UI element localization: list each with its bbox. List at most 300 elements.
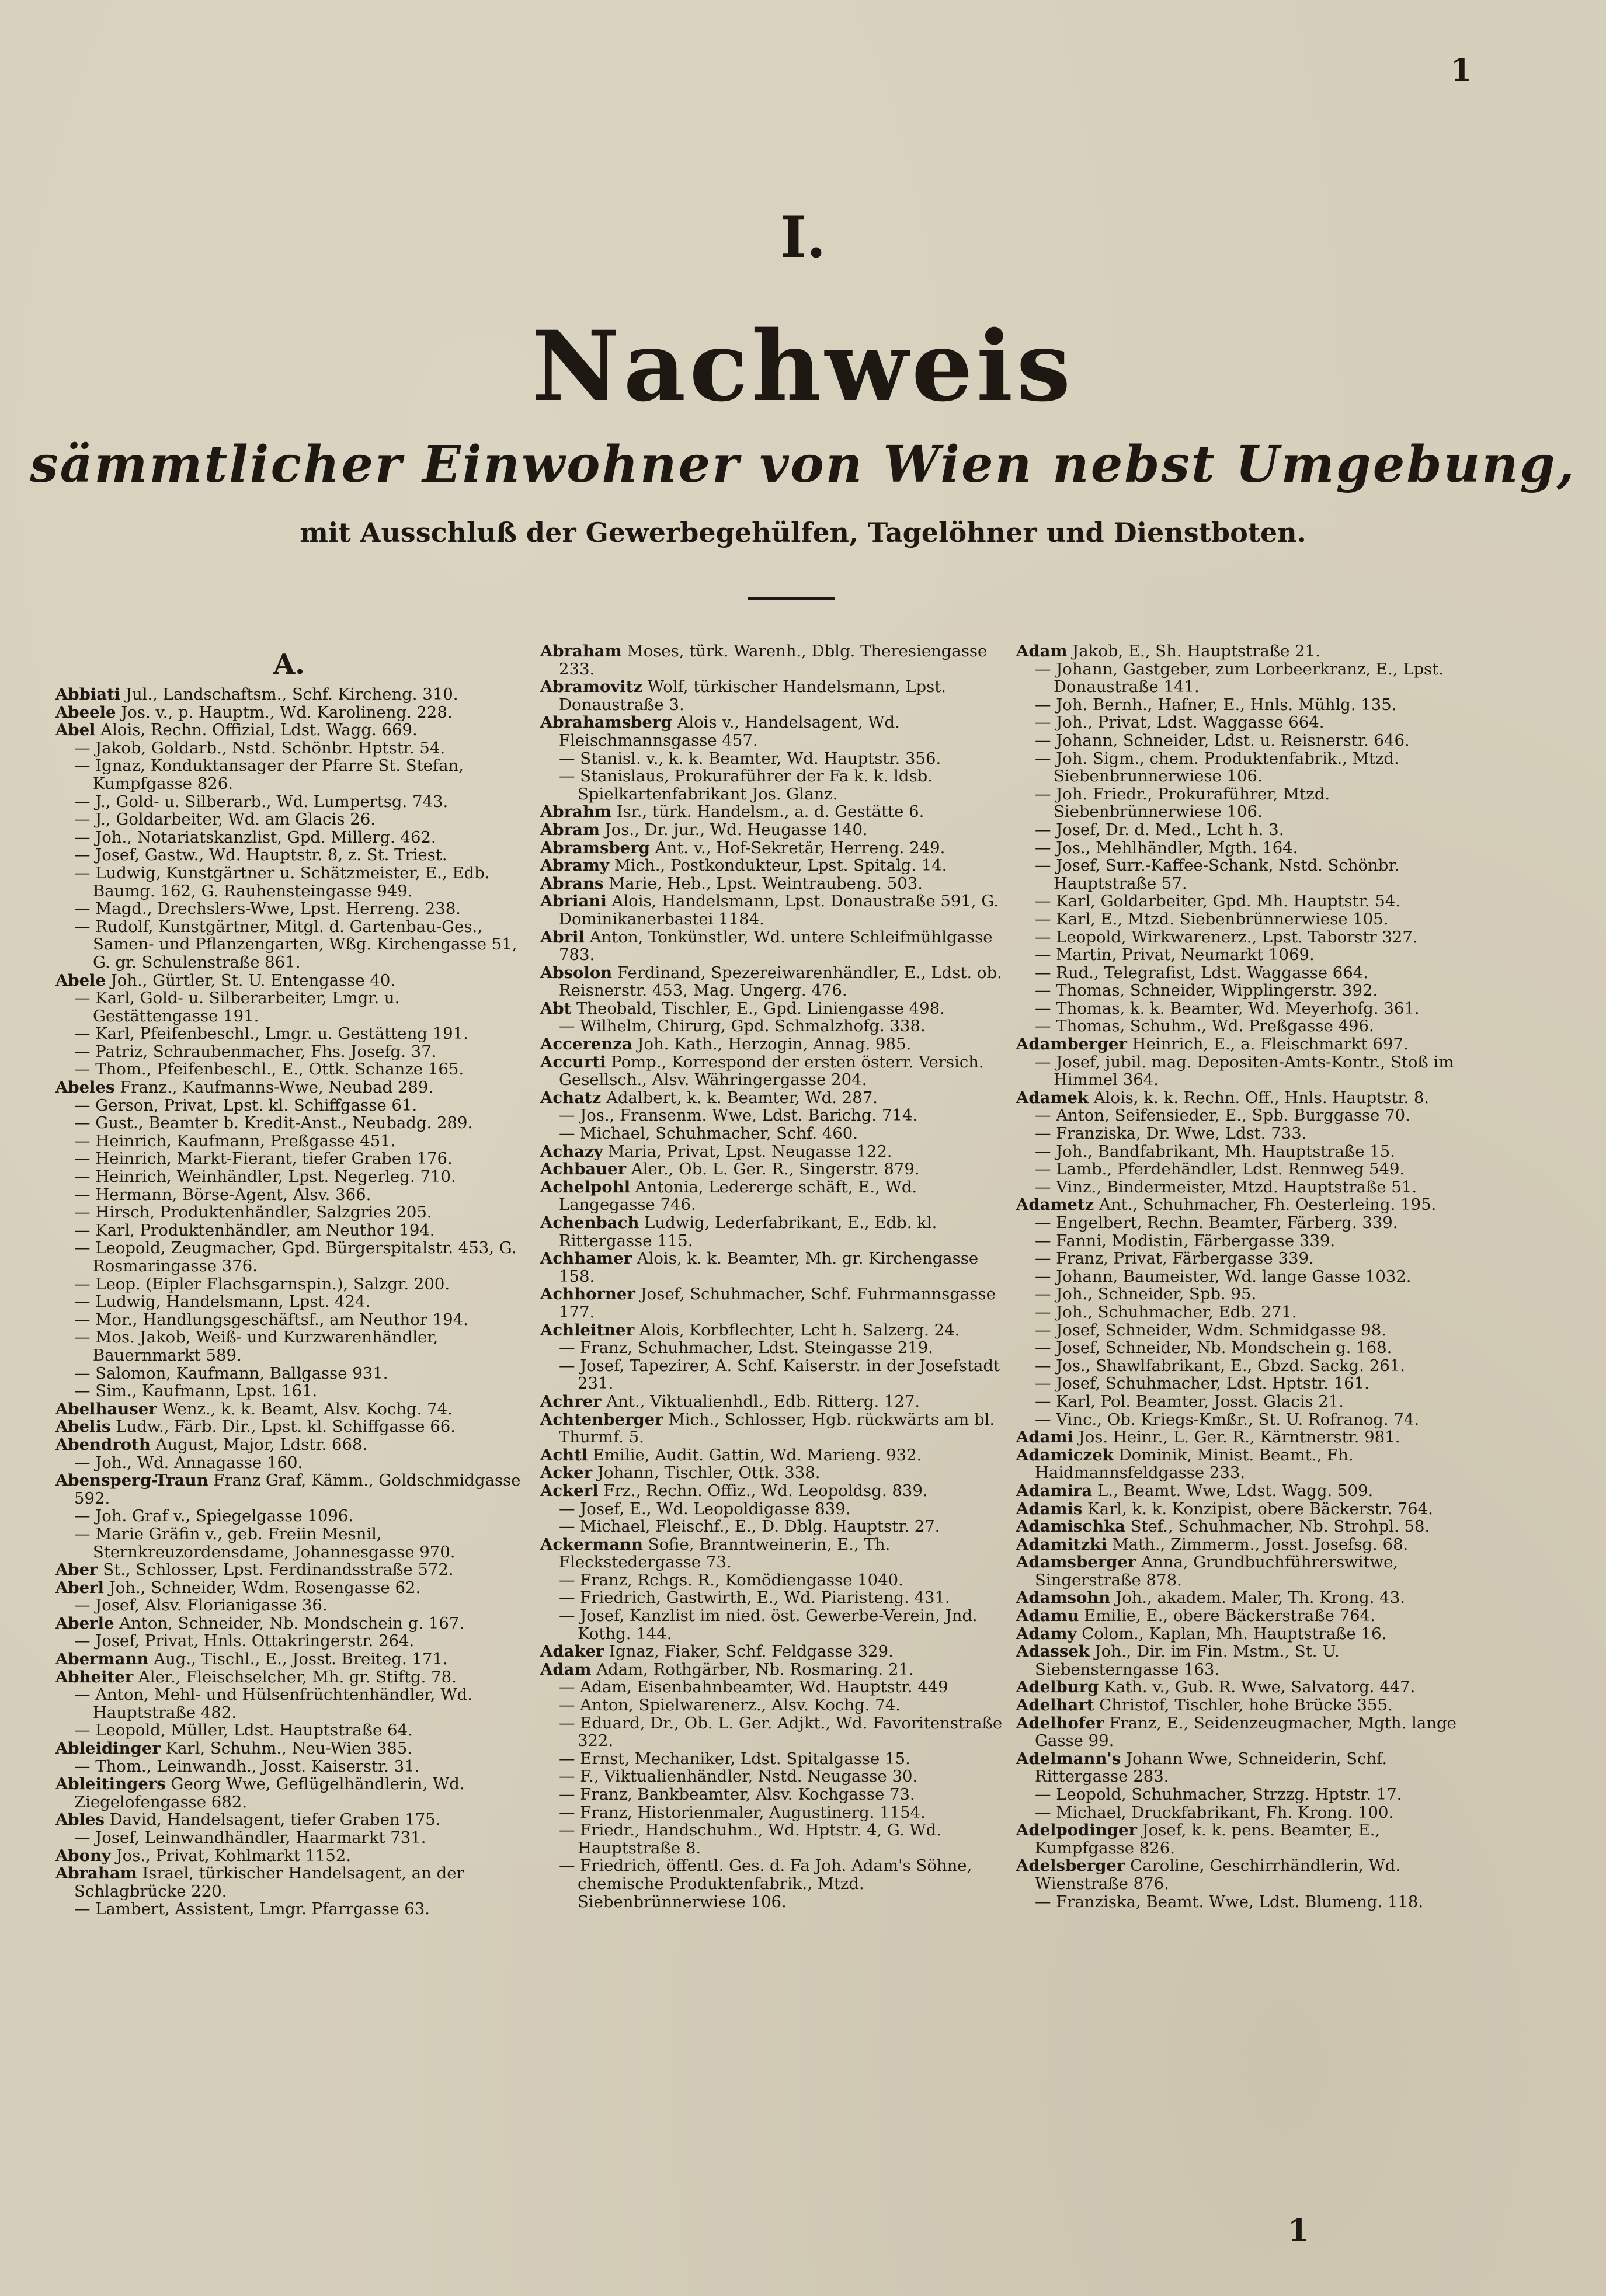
entry-surname: Adelhart [1016, 1696, 1094, 1715]
section-number: I. [780, 204, 826, 270]
directory-entry [540, 1804, 1007, 1822]
directory-entry [1016, 785, 1483, 821]
entry-details: — Joh., Schneider, Spb. 95. [1035, 1285, 1257, 1304]
entry-details: — Joh. Graf v., Spiegelgasse 1096. [74, 1507, 354, 1526]
directory-entry [55, 1525, 523, 1561]
entry-details: Joh., akadem. Maler, Th. Krong. 43. [1110, 1588, 1405, 1608]
directory-entry [1016, 1750, 1483, 1786]
directory-entry [55, 989, 523, 1025]
entry-details: — Magd., Drechslers-Wwe, Lpst. Herreng. 238. [74, 899, 461, 919]
directory-entry [540, 1000, 1007, 1018]
directory-entry [55, 686, 523, 704]
directory-entry [55, 704, 523, 722]
directory-entry [540, 1143, 1007, 1161]
entry-details: Ferdinand, Spezereiwarenhändler, E., Ldst. ob. Reisnerstr. 453, Mag. Ungerg. 476. [559, 963, 1002, 1000]
directory-entry [540, 1160, 1007, 1178]
entry-details: — Michael, Druckfabrikant, Fh. Krong. 100. [1035, 1803, 1394, 1822]
directory-entry [55, 1275, 523, 1293]
entry-details: Jakob, E., Sh. Hauptstraße 21. [1067, 642, 1320, 660]
entry-details: Jos. Heinr., L. Ger. R., Kärntnerstr. 981. [1073, 1428, 1400, 1447]
entry-surname: Achhamer [540, 1249, 632, 1268]
directory-entry [55, 864, 523, 900]
entry-surname: Achtenberger [540, 1410, 663, 1429]
directory-entry [1016, 1160, 1483, 1178]
entry-surname: Abriani [540, 892, 607, 911]
directory-entry [55, 1811, 523, 1829]
directory-entry [540, 1536, 1007, 1571]
directory-entry [1016, 642, 1483, 660]
directory-entry [1016, 1482, 1483, 1500]
directory-entry [55, 1507, 523, 1525]
directory-entry [1016, 1000, 1483, 1018]
column-1 [55, 648, 523, 1918]
entry-surname: Abeele [55, 702, 116, 722]
directory-entry [55, 1740, 523, 1758]
directory-entry [55, 1328, 523, 1364]
title-divider [748, 597, 835, 600]
directory-entry [1016, 892, 1483, 910]
entry-details: Anton, Schneider, Nb. Mondschein g. 167. [114, 1613, 465, 1633]
entry-details: Franz Graf, Kämm., Goldschmidgasse 592. [74, 1471, 521, 1508]
entry-surname: Adam [1016, 642, 1068, 660]
entry-surname: Adamitzki [1016, 1535, 1107, 1554]
entry-details: — Thomas, Schneider, Wipplingerstr. 392. [1035, 981, 1378, 1000]
directory-entry [540, 1125, 1007, 1143]
entry-details: Franz., Kaufmanns-Wwe, Neubad 289. [114, 1078, 434, 1097]
entry-surname: Abt [540, 999, 572, 1018]
entry-details: — Franziska, Beamt. Wwe, Ldst. Blumeng. 118. [1035, 1892, 1424, 1911]
entry-details: Ludwig, Lederfabrikant, E., Edb. kl. Rittergasse 115. [559, 1213, 937, 1250]
entry-details: — Fanni, Modistin, Färbergasse 339. [1035, 1231, 1336, 1250]
directory-entry [55, 1025, 523, 1043]
directory-entry [55, 1829, 523, 1847]
directory-entry [55, 1686, 523, 1721]
directory-entry [1016, 1214, 1483, 1232]
entry-details: Ant., Viktualienhdl., Edb. Ritterg. 127. [601, 1391, 920, 1411]
directory-entry [540, 821, 1007, 839]
directory-entry [540, 1035, 1007, 1053]
directory-entry [540, 1446, 1007, 1464]
entry-details: — Josef, Gastw., Wd. Hauptstr. 8, z. St. Triest. [74, 846, 447, 865]
entry-details: — Ludwig, Kunstgärtner u. Schätzmeister, E., Edb. Baumg. 162, G. Rauhensteingasse 949. [74, 863, 490, 900]
entry-details: Heinrich, E., a. Fleischmarkt 697. [1127, 1035, 1409, 1054]
directory-entry [55, 1721, 523, 1740]
entry-surname: Aberle [55, 1613, 114, 1633]
entry-details: Isr., türk. Handelsm., a. d. Gestätte 6. [611, 802, 924, 822]
directory-entry [1016, 1589, 1483, 1607]
directory-entry [1016, 1714, 1483, 1750]
entry-surname: Adamu [1016, 1606, 1079, 1626]
page-title: Nachweis [531, 309, 1075, 423]
directory-entry [540, 1643, 1007, 1661]
entry-surname: Adelhofer [1016, 1713, 1104, 1733]
directory-entry [540, 1464, 1007, 1482]
entry-details: — Karl, Goldarbeiter, Gpd. Mh. Hauptstr. 54. [1035, 892, 1400, 911]
directory-entry [1016, 1089, 1483, 1107]
directory-entry [55, 1864, 523, 1900]
directory-entry [1016, 1518, 1483, 1536]
directory-entry [1016, 964, 1483, 982]
directory-entry [55, 1382, 523, 1400]
directory-entry [55, 1043, 523, 1061]
directory-entry [1016, 732, 1483, 750]
directory-entry [1016, 1357, 1483, 1375]
entry-details: — Joh., Schuhmacher, Edb. 271. [1035, 1302, 1297, 1321]
directory-entry [540, 678, 1007, 714]
entry-details: Marie, Heb., Lpst. Weintraubeng. 503. [603, 874, 923, 893]
directory-entry [1016, 821, 1483, 839]
entry-surname: Adametz [1016, 1195, 1094, 1215]
directory-entry [540, 1339, 1007, 1357]
entry-details: — Engelbert, Rechn. Beamter, Färberg. 339. [1035, 1213, 1398, 1232]
column-3-entries [1016, 642, 1483, 1911]
directory-entry [1016, 1553, 1483, 1589]
entry-surname: Abensperg-Traun [55, 1471, 208, 1490]
entry-surname: Adaker [540, 1642, 604, 1661]
directory-entry [55, 1150, 523, 1168]
directory-entry [1016, 1125, 1483, 1143]
entry-surname: Aber [55, 1560, 98, 1580]
entry-details: Caroline, Geschirrhändlerin, Wd. Wienstraße 876. [1035, 1856, 1401, 1893]
directory-entry [55, 810, 523, 829]
entry-surname: Adelpodinger [1016, 1821, 1137, 1840]
directory-entry [55, 1579, 523, 1597]
entry-details: — Karl, E., Mtzd. Siebenbrünnerwiese 105. [1035, 909, 1389, 928]
page-subtitle: sämmtlicher Einwohner von Wien nebst Umgebung, [30, 435, 1576, 494]
entry-details: — J., Gold- u. Silberarb., Wd. Lumpertsg. 743. [74, 792, 449, 811]
entry-surname: Abeles [55, 1078, 115, 1097]
entry-details: — Karl, Pol. Beamter, Josst. Glacis 21. [1035, 1391, 1344, 1411]
entry-surname: Adassek [1016, 1642, 1090, 1661]
entry-details: Joh., Dir. im Fin. Mstm., St. U. Siebensterngasse 163. [1035, 1642, 1340, 1679]
entry-details: — Vinc., Ob. Kriegs-Kmßr., St. U. Rofranog. 74. [1035, 1410, 1420, 1429]
directory-entry [55, 1615, 523, 1633]
directory-entry [1016, 1786, 1483, 1804]
directory-entry [55, 1900, 523, 1918]
directory-entry [540, 1393, 1007, 1411]
directory-entry [55, 1847, 523, 1865]
entry-surname: Adami [1016, 1428, 1073, 1447]
directory-entry [540, 750, 1007, 768]
column-2-entries [540, 642, 1007, 1911]
entry-details: Alois v., Handelsagent, Wd. Fleischmannsgasse 457. [559, 713, 900, 750]
entry-details: — Jos., Shawlfabrikant, E., Gbzd. Sackg. 261. [1035, 1356, 1405, 1375]
entry-details: Joh. Kath., Herzogin, Annag. 985. [632, 1035, 912, 1054]
directory-entry [1016, 1625, 1483, 1643]
directory-entry [540, 1250, 1007, 1285]
entry-details: Anna, Grundbuchführerswitwe, Singerstraße 878. [1035, 1553, 1399, 1589]
directory-entry [55, 1311, 523, 1329]
directory-entry [540, 875, 1007, 893]
entry-details: Pomp., Korrespond der ersten österr. Versich. Gesellsch., Alsv. Währingergasse 204. [559, 1052, 984, 1090]
directory-entry [1016, 928, 1483, 947]
entry-details: — Franz, Rchgs. R., Komödiengasse 1040. [559, 1570, 903, 1589]
entry-details: — Johann, Baumeister, Wd. lange Gasse 1032. [1035, 1267, 1412, 1286]
directory-entry [1016, 1339, 1483, 1357]
entry-details: Alois, k. k. Beamter, Mh. gr. Kirchengasse 158. [559, 1249, 979, 1286]
entry-details: Franz, E., Seidenzeugmacher, Mgth. lange Gasse 99. [1035, 1713, 1456, 1751]
entry-details: — Ernst, Mechaniker, Ldst. Spitalgasse 15. [559, 1749, 910, 1768]
page-number-bottom: 1 [1288, 2213, 1309, 2249]
directory-entry [55, 1079, 523, 1097]
entry-details: — Mor., Handlungsgeschäftsf., am Neuthor 194. [74, 1310, 468, 1329]
directory-entry [55, 846, 523, 864]
entry-details: — Leopold, Schuhmacher, Strzzg. Hptstr. 17. [1035, 1785, 1402, 1804]
entry-surname: Achtl [540, 1445, 588, 1464]
directory-entry [55, 721, 523, 739]
directory-entry [1016, 1268, 1483, 1286]
entry-details: Jos. v., p. Hauptm., Wd. Karolineng. 228. [116, 702, 453, 722]
entry-surname: Adamek [1016, 1088, 1089, 1107]
entry-surname: Achatz [540, 1088, 602, 1107]
entry-details: — Leopold, Wirkwarenerz., Lpst. Taborstr 327. [1035, 927, 1418, 947]
directory-entry [55, 1471, 523, 1507]
entry-details: — Stanisl. v., k. k. Beamter, Wd. Hauptstr. 356. [559, 749, 941, 768]
entry-details: — Thomas, k. k. Beamter, Wd. Meyerhofg. 361. [1035, 999, 1420, 1018]
entry-details: Mich., Schlosser, Hgb. rückwärts am bl. Thurmf. 5. [559, 1410, 995, 1447]
directory-entry [55, 1418, 523, 1436]
directory-entry [1016, 714, 1483, 732]
page-subtitle-note: mit Ausschluß der Gewerbegehülfen, Tagelöhner und Dienstboten. [300, 517, 1306, 548]
entry-details: — Joh. Friedr., Prokuraführer, Mtzd. Siebenbrünnerwiese 106. [1035, 784, 1330, 822]
directory-entry [1016, 1035, 1483, 1053]
directory-entry [540, 1714, 1007, 1750]
entry-details: — Rud., Telegrafist, Ldst. Waggasse 664. [1035, 963, 1369, 982]
directory-entry [55, 1365, 523, 1383]
directory-entry [55, 1186, 523, 1204]
entry-details: — Josef, Alsv. Florianigasse 36. [74, 1596, 328, 1615]
entry-details: — Joh., Wd. Annagasse 160. [74, 1453, 303, 1472]
directory-entry [540, 642, 1007, 678]
directory-entry [1016, 1375, 1483, 1393]
entry-details: — Gerson, Privat, Lpst. kl. Schiffgasse 61. [74, 1095, 418, 1115]
directory-entry [540, 1661, 1007, 1679]
directory-entry [540, 1017, 1007, 1035]
directory-entry [55, 972, 523, 990]
entry-surname: Accerenza [540, 1035, 632, 1054]
entry-details: — Leopold, Zeugmacher, Gpd. Bürgerspitalstr. 453, G. Rosmaringasse 376. [74, 1239, 517, 1275]
entry-details: — Friedr., Handschuhm., Wd. Hptstr. 4, G. Wd. Hauptstraße 8. [559, 1821, 941, 1857]
entry-surname: Ableitingers [55, 1775, 166, 1794]
directory-entry [55, 1400, 523, 1418]
entry-details: Emilie, E., obere Bäckerstraße 764. [1079, 1606, 1375, 1626]
entry-details: — Karl, Pfeifenbeschl., Lmgr. u. Gestätteng 191. [74, 1024, 468, 1043]
entry-details: Ignaz, Fiaker, Schf. Feldgasse 329. [604, 1642, 894, 1661]
entry-surname: Absolon [540, 963, 613, 982]
directory-entry [540, 803, 1007, 821]
directory-entry [540, 857, 1007, 875]
entry-details: Alois, k. k. Rechn. Off., Hnls. Hauptstr. 8. [1089, 1088, 1430, 1107]
entry-surname: Adelmann's [1016, 1749, 1121, 1768]
entry-details: — Friedrich, Gastwirth, E., Wd. Piaristeng. 431. [559, 1588, 950, 1608]
entry-surname: Abelis [55, 1417, 111, 1436]
entry-details: — Adam, Eisenbahnbeamter, Wd. Hauptstr. 449 [559, 1678, 948, 1697]
directory-entry [55, 1168, 523, 1186]
directory-entry [1016, 1250, 1483, 1268]
entry-details: — Thomas, Schuhm., Wd. Preßgasse 496. [1035, 1017, 1374, 1036]
entry-surname: Achazy [540, 1142, 603, 1161]
directory-entry [540, 964, 1007, 1000]
entry-surname: Abraham [55, 1864, 137, 1883]
entry-details: — Anton, Spielwarenerz., Alsv. Kochg. 74. [559, 1696, 901, 1715]
directory-entry [540, 1321, 1007, 1340]
directory-entry [55, 1561, 523, 1579]
entry-details: — Eduard, Dr., Ob. L. Ger. Adjkt., Wd. Favoritenstraße 322. [559, 1713, 1003, 1751]
entry-surname: Abheiter [55, 1667, 134, 1686]
directory-entry [540, 1214, 1007, 1250]
entry-surname: Abrans [540, 874, 604, 893]
entry-details: Israel, türkischer Handelsagent, an der Schlagbrücke 220. [74, 1864, 464, 1901]
entry-surname: Abendroth [55, 1435, 151, 1454]
entry-details: — Mos. Jakob, Weiß- und Kurzwarenhändler, Bauernmarkt 589. [74, 1328, 439, 1365]
directory-entry [540, 1053, 1007, 1089]
entry-surname: Abbiati [55, 685, 121, 704]
entry-surname: Ableidinger [55, 1739, 161, 1758]
entry-details: — Franz, Historienmaler, Augustinerg. 1154. [559, 1803, 926, 1822]
directory-entry [540, 1500, 1007, 1518]
entry-details: Adam, Rothgärber, Nb. Rosmaring. 21. [591, 1660, 914, 1679]
entry-details: — Heinrich, Weinhändler, Lpst. Negerleg. 710. [74, 1167, 456, 1187]
entry-details: — Joh., Bandfabrikant, Mh. Hauptstraße 15. [1035, 1142, 1396, 1161]
directory-entry [55, 739, 523, 757]
directory-entry [1016, 1607, 1483, 1625]
entry-details: — Josef, Schuhmacher, Ldst. Hptstr. 161. [1035, 1374, 1369, 1393]
directory-entry [1016, 1393, 1483, 1411]
entry-details: — Patriz, Schraubenmacher, Fhs. Josefg. 37. [74, 1042, 437, 1061]
entry-details: — Anton, Seifensieder, E., Spb. Burggasse 70. [1035, 1106, 1410, 1125]
directory-entry [55, 1632, 523, 1650]
entry-details: — Joh., Notariatskanzlist, Gpd. Millerg. 462. [74, 827, 436, 847]
directory-entry [1016, 946, 1483, 964]
entry-surname: Abraham [540, 642, 622, 660]
directory-entry [1016, 1143, 1483, 1161]
entry-details: — Joh. Sigm., chem. Produktenfabrik., Mtzd. Siebenbrunnerwiese 106. [1035, 749, 1399, 786]
section-letter: A. [273, 648, 305, 681]
entry-details: Frz., Rechn. Offiz., Wd. Leopoldsg. 839. [598, 1481, 928, 1500]
entry-details: August, Major, Ldstr. 668. [150, 1435, 368, 1454]
entry-details: — Jakob, Goldarb., Nstd. Schönbr. Hptstr. 54. [74, 738, 446, 757]
entry-details: — Michael, Schuhmacher, Schf. 460. [559, 1124, 858, 1143]
column-1-entries [55, 686, 523, 1918]
entry-surname: Abramsberg [540, 838, 650, 857]
directory-entry [55, 1650, 523, 1668]
directory-entry [1016, 1196, 1483, 1214]
directory-entry [1016, 857, 1483, 892]
entry-surname: Adamsberger [1016, 1553, 1136, 1572]
entry-details: — J., Goldarbeiter, Wd. am Glacis 26. [74, 810, 376, 829]
entry-details: Johann, Tischler, Ottk. 338. [592, 1463, 821, 1483]
directory-entry [55, 1293, 523, 1311]
entry-details: — Rudolf, Kunstgärtner, Mitgl. d. Gartenbau-Ges., Samen- und Pflanzengarten, Wßg. Kirchengasse 51, G. gr. Schulenstraße 861. [74, 917, 517, 972]
entry-details: — Michael, Fleischf., E., D. Dblg. Hauptstr. 27. [559, 1517, 940, 1536]
entry-details: Jos., Privat, Kohlmarkt 1152. [110, 1846, 352, 1865]
entry-details: — Heinrich, Markt-Fierant, tiefer Graben 176. [74, 1149, 453, 1168]
directory-entry [1016, 1285, 1483, 1303]
directory-entry [1016, 1893, 1483, 1911]
entry-details: — Thom., Leinwandh., Josst. Kaiserstr. 31. [74, 1756, 420, 1776]
directory-entry [55, 1203, 523, 1222]
entry-details: Mich., Postkondukteur, Lpst. Spitalg. 14. [609, 856, 947, 875]
entry-details: Christof, Tischler, hohe Brücke 355. [1094, 1696, 1393, 1715]
directory-entry [1016, 1821, 1483, 1857]
entry-details: — Wilhelm, Chirurg, Gpd. Schmalzhofg. 338. [559, 1017, 926, 1036]
directory-entry [55, 793, 523, 811]
entry-surname: Acker [540, 1463, 593, 1483]
directory-entry [1016, 1053, 1483, 1089]
directory-entry [55, 1758, 523, 1776]
directory-entry [1016, 1321, 1483, 1340]
directory-entry [540, 1607, 1007, 1643]
entry-details: Jos., Dr. jur., Wd. Heugasse 140. [599, 820, 868, 839]
directory-entry [55, 829, 523, 847]
entry-details: — Josef, Privat, Hnls. Ottakringerstr. 264. [74, 1631, 415, 1651]
entry-details: — Josef, Schneider, Wdm. Schmidgasse 98. [1035, 1320, 1386, 1340]
directory-entry [55, 1060, 523, 1079]
entry-details: Aler., Ob. L. Ger. R., Singerstr. 879. [626, 1160, 920, 1179]
directory-entry [540, 1750, 1007, 1768]
entry-details: — Josef, Leinwandhändler, Haarmarkt 731. [74, 1828, 426, 1847]
directory-entry [1016, 1303, 1483, 1321]
entry-details: — Josef, Tapezirer, A. Schf. Kaiserstr. in der Josefstadt 231. [559, 1356, 1000, 1393]
entry-details: — Ludwig, Handelsmann, Lpst. 424. [74, 1292, 371, 1311]
entry-details: — Josef, Surr.-Kaffee-Schank, Nstd. Schönbr. Hauptstraße 57. [1035, 856, 1400, 893]
directory-entry [1016, 750, 1483, 785]
entry-details: — Karl, Produktenhändler, am Neuthor 194. [74, 1220, 435, 1240]
entry-details: Anton, Tonkünstler, Wd. untere Schleifmühlgasse 783. [559, 927, 993, 965]
entry-details: — Josef, Dr. d. Med., Lcht h. 3. [1035, 820, 1284, 839]
entry-details: Wenz., k. k. Beamt, Alsv. Kochg. 74. [157, 1399, 453, 1418]
entry-details: Karl, k. k. Konzipist, obere Bäckerstr. 764. [1082, 1499, 1433, 1518]
directory-entry [540, 1518, 1007, 1536]
directory-entry [1016, 1696, 1483, 1714]
directory-entry [1016, 1643, 1483, 1678]
entry-details: Aler., Fleischselcher, Mh. gr. Stiftg. 78. [133, 1667, 457, 1686]
entry-details: Emilie, Audit. Gattin, Wd. Marieng. 932. [588, 1445, 922, 1464]
entry-details: — Heinrich, Kaufmann, Preßgasse 451. [74, 1131, 396, 1150]
entry-details: Maria, Privat, Lpst. Neugasse 122. [603, 1142, 892, 1161]
directory-entry [540, 1357, 1007, 1393]
entry-surname: Adamiczek [1016, 1445, 1114, 1464]
directory-entry [1016, 1232, 1483, 1250]
entry-details: Joh., Schneider, Wdm. Rosengasse 62. [104, 1578, 421, 1597]
directory-entry [540, 1678, 1007, 1696]
entry-details: — Lamb., Pferdehändler, Ldst. Rennweg 549. [1035, 1160, 1405, 1179]
entry-surname: Abramy [540, 856, 609, 875]
entry-details: — F., Viktualienhändler, Nstd. Neugasse 30. [559, 1767, 918, 1786]
entry-details: Math., Zimmerm., Josst. Josefsg. 68. [1107, 1535, 1409, 1554]
entry-details: — Franz, Privat, Färbergasse 339. [1035, 1249, 1314, 1268]
directory-entry [540, 1411, 1007, 1446]
directory-entry [1016, 660, 1483, 696]
directory-entry [55, 1239, 523, 1275]
entry-details: — Josef, E., Wd. Leopoldigasse 839. [559, 1499, 851, 1518]
entry-details: — Anton, Mehl- und Hülsenfrüchtenhändler, Wd. Hauptstraße 482. [74, 1685, 472, 1722]
directory-entry [1016, 1678, 1483, 1696]
page-number-top: 1 [1450, 53, 1472, 88]
entry-surname: Abony [55, 1846, 111, 1865]
entry-details: — Sim., Kaufmann, Lpst. 161. [74, 1382, 318, 1401]
directory-entry [1016, 1804, 1483, 1822]
entry-details: — Vinz., Bindermeister, Mtzd. Hauptstraße 51. [1035, 1177, 1417, 1196]
entry-details: Stef., Schuhmacher, Nb. Strohpl. 58. [1125, 1517, 1430, 1536]
directory-entry [1016, 1536, 1483, 1554]
entry-details: — Josef, jubil. mag. Depositen-Amts-Kontr., Stoß im Himmel 364. [1035, 1052, 1454, 1090]
column-2 [540, 642, 1007, 1911]
directory-entry [540, 1107, 1007, 1125]
entry-details: Josef, Schuhmacher, Schf. Fuhrmannsgasse 177. [559, 1285, 996, 1321]
directory-entry [1016, 1107, 1483, 1125]
entry-details: — Martin, Privat, Neumarkt 1069. [1035, 945, 1315, 965]
